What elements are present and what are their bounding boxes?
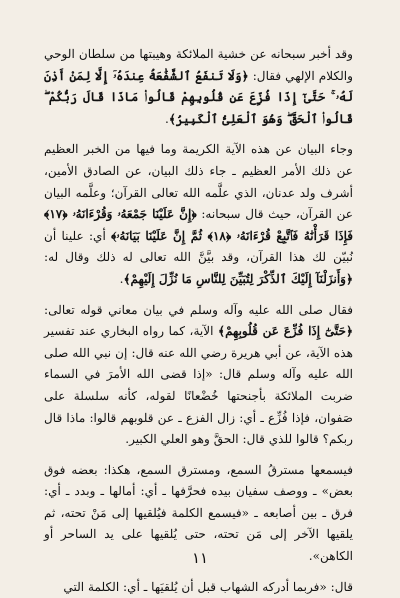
quran-verse: ﴿وَلَا تَنفَعُ ٱلشَّفَٰعَةُ عِندَهُۥٓ إِلَّا لِمَنْ أَذِنَ لَهُۥ ۚ حَتَّىٰٓ إِذَا فُزِّعَ عَن قُلُوبِهِمْ قَالُوا۟ مَاذَا قَالَ رَبُّكُمْ ۖ قَالُوا۟ ٱلْحَقَّ ۖ وَهُوَ ٱلْعَلِىُّ ٱلْكَبِيرُ﴾ (44, 68, 353, 126)
paragraph (44, 300, 353, 451)
paragraph-text: أي: علينا أن نُبيّن لك هذا القرآن، وقد بيَّنَّ الله تعالى له ذلك وقال له: (44, 228, 353, 265)
text-body (44, 44, 353, 598)
page-number: ١١ (191, 549, 209, 567)
paragraph-text: وقد أخبر سبحانه عن خشية الملائكة وهيبتها من سلطان الوحي والكلام الإلهي فقال: (44, 47, 353, 83)
quran-verse: ﴿حَتَّىٰٓ إِذَا فُزِّعَ عَن قُلُوبِهِمْ﴾ (218, 324, 353, 339)
paragraph-text: فقال صلى الله عليه وآله وسلم في بيان معاني قوله تعالى: (44, 302, 353, 317)
paragraph-text: . (164, 111, 169, 126)
quran-verse: ﴿إِنَّ عَلَيْنَا جَمْعَهُۥ وَقُرْءَانَهُۥ ﴿١٧﴾ فَإِذَا قَرَأْنَٰهُ فَٱتَّبِعْ قُرْءَانَهُۥ ﴿١٨﴾ ثُمَّ إِنَّ عَلَيْنَا بَيَانَهُۥ﴾ (44, 207, 353, 243)
paragraph-text: . (119, 271, 124, 286)
paragraph (44, 44, 353, 130)
paragraph-text: فيسمعها مسترقُ السمع، ومسترق السمع، هكذا: بعضه فوق بعض» ـ ووصف سفيان بيده فحرَّفها ـ أي: أمالها ـ وبدد ـ أي: فرق ـ بين أصابعه ـ «فيسمع الكلمة فيُلقيها إلى مَنْ تحته، ثم يلقيها الآخر إلى مَن تحته، حتى يُلقيها على يد الساحر أو الكاهن». (44, 462, 353, 564)
paragraph-text: وجاء البيان عن هذه الآية الكريمة وما فيها من الخبر العظيم عن ذلك الأمر العظيم ـ جاء ذلك البيان، عن الصادق الأمين، أشرف ولد عدنان، الذي علَّمه الله تعالى القرآن؛ وعلَّمه البيان عن القرآن، حيث قال سبحانه: (44, 142, 353, 222)
paragraph-text: قال: «فربما أدركه الشهاب قبل أن يُلقيَها ـ أي: الكلمة التي (63, 579, 353, 594)
paragraph (44, 577, 353, 598)
paragraph-text: الآية، كما رواه البخاري عند تفسير هذه الآية، عن أبي هريرة رضي الله عنه قال: إن نبي الله صلى الله عليه وآله وسلم قال: «إذا قضى الله الأمرَ في السماء ضربت الملائكة بأجنحتها خُضْعانًا لقوله، كأنه سلسلة على صَفوان، فإذا فُزِّع ـ أي: زال الفزع ـ عن قلوبهم قالوا: ماذا قال ربكم؟ قالوا للذي قال: الحقَّ وهو العلي الكبير. (44, 324, 353, 447)
paragraph (44, 139, 353, 290)
quran-verse: ﴿وَأَنزَلْنَآ إِلَيْكَ ٱلذِّكْرَ لِتُبَيِّنَ لِلنَّاسِ مَا نُزِّلَ إِلَيْهِمْ﴾ (123, 271, 353, 286)
